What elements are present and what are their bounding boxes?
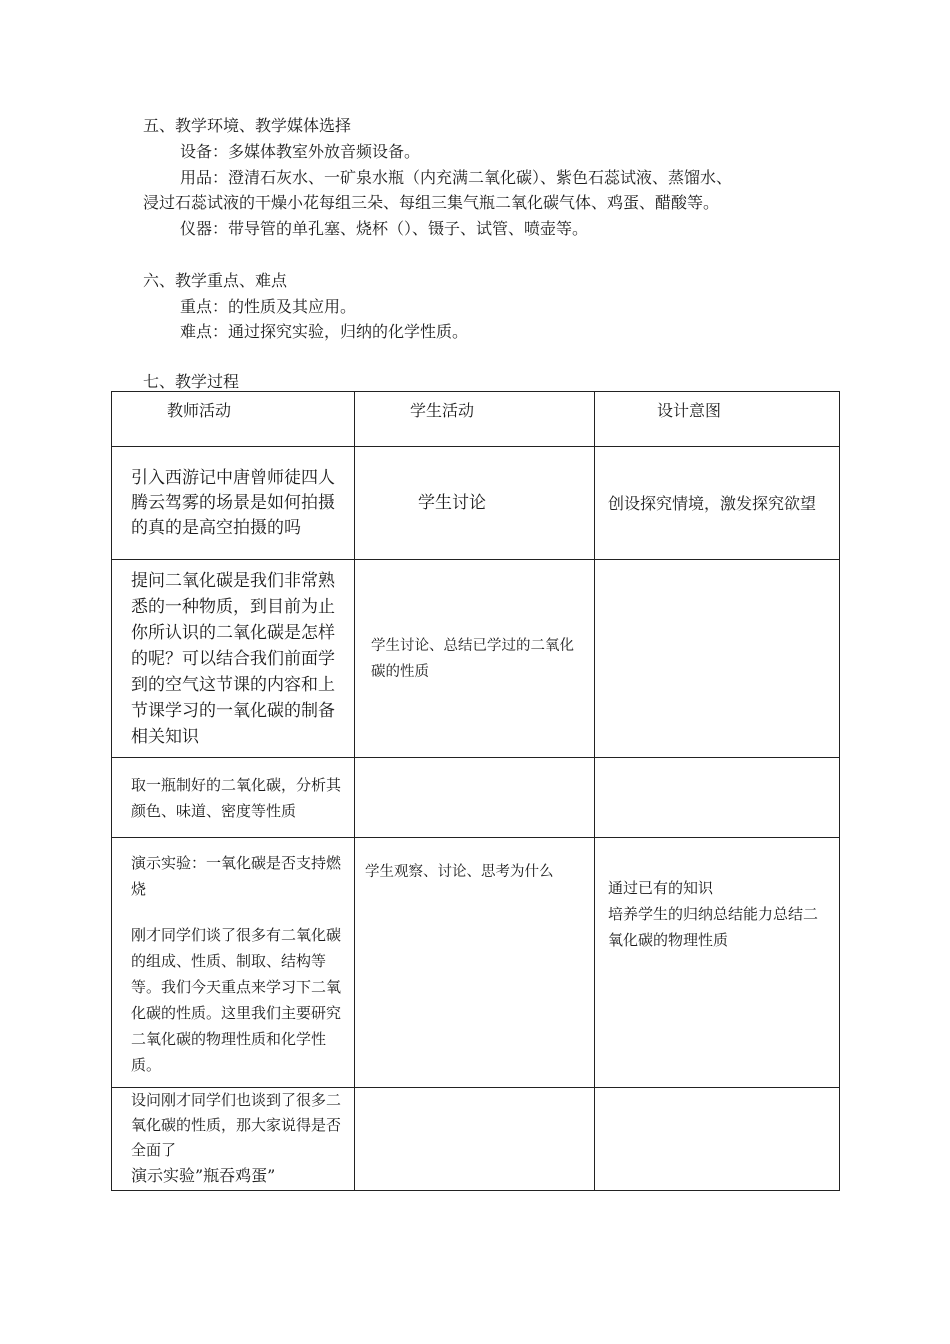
teacher-activity-text: 提问二氧化碳是我们非常熟悉的一种物质，到目前为止你所认识的二氧化碳是怎样的呢？可以结合我们前面学到的空气这节课的内容和上节课学习的一氧化碳的制备相关知识 xyxy=(131,570,335,747)
teacher-cell xyxy=(112,447,355,560)
teacher-activity-text: 取一瓶制好的二氧化碳，分析其颜色、味道、密度等性质 xyxy=(131,775,342,820)
table-row xyxy=(112,447,840,560)
table-row xyxy=(112,1088,840,1191)
intent-cell xyxy=(595,1088,840,1191)
intent-cell xyxy=(595,447,840,560)
instruments-line: 仪器：带导管的单孔塞、烧杯（）、镊子、试管、喷壶等。 xyxy=(180,219,589,238)
student-cell xyxy=(355,560,595,758)
intent-cell xyxy=(595,758,840,838)
design-intent-text-line1: 通过已有的知识 xyxy=(608,879,714,897)
teacher-activity-text-part2: 刚才同学们谈了很多有二氧化碳的组成、性质、制取、结构等等。我们今天重点来学习下二氧化碳的性质。这里我们主要研究二氧化碳的物理性质和化学性质。 xyxy=(131,926,342,1074)
header-cell xyxy=(112,392,355,447)
teaching-process-table xyxy=(111,391,840,1191)
student-activity-text: 学生讨论、总结已学过的二氧化碳的性质 xyxy=(371,637,574,680)
teacher-cell xyxy=(112,838,355,1088)
student-cell xyxy=(355,758,595,838)
student-cell xyxy=(355,1088,595,1191)
difficulty-line: 难点：通过探究实验，归纳的化学性质。 xyxy=(180,322,469,341)
design-intent-text-line2: 培养学生的归纳总结能力总结二氧化碳的物理性质 xyxy=(608,905,819,949)
table-header-row xyxy=(112,392,840,447)
intent-cell xyxy=(595,560,840,758)
section7-heading: 七、教学过程 xyxy=(143,372,240,391)
teacher-activity-text-part1: 演示实验：一氧化碳是否支持燃烧 xyxy=(131,854,342,898)
supplies-line-1: 用品：澄清石灰水、一矿泉水瓶（内充满二氧化碳）、紫色石蕊试液、蒸馏水、 xyxy=(180,168,733,187)
student-activity-text: 学生讨论 xyxy=(418,492,486,513)
design-intent-text: 创设探究情境，激发探究欲望 xyxy=(608,493,817,513)
supplies-line-2: 浸过石蕊试液的干燥小花每组三朵、每组三集气瓶二氧化碳气体、鸡蛋、醋酸等。 xyxy=(143,193,720,212)
section6-heading: 六、教学重点、难点 xyxy=(143,271,288,290)
section5-heading: 五、教学环境、教学媒体选择 xyxy=(143,116,352,135)
table-row xyxy=(112,838,840,1088)
key-point-line: 重点：的性质及其应用。 xyxy=(180,297,357,316)
header-teacher-activity: 教师活动 xyxy=(167,401,232,420)
student-activity-text: 学生观察、讨论、思考为什么 xyxy=(365,864,554,880)
teacher-activity-text-line2: 演示实验”瓶吞鸡蛋” xyxy=(131,1166,276,1185)
student-cell xyxy=(355,447,595,560)
table-row xyxy=(112,758,840,838)
header-student-activity: 学生活动 xyxy=(410,401,475,420)
table-row xyxy=(112,560,840,758)
teacher-activity-text-line1: 设问刚才同学们也谈到了很多二氧化碳的性质，那大家说得是否全面了 xyxy=(131,1091,342,1159)
header-cell xyxy=(595,392,840,447)
teacher-activity-text: 引入西游记中唐曾师徒四人腾云驾雾的场景是如何拍摄的真的是高空拍摄的吗 xyxy=(131,467,335,538)
header-design-intent: 设计意图 xyxy=(657,401,722,420)
student-cell xyxy=(355,838,595,1088)
intent-cell xyxy=(595,838,840,1088)
teacher-cell xyxy=(112,560,355,758)
equipment-line: 设备：多媒体教室外放音频设备。 xyxy=(180,142,421,161)
header-cell xyxy=(355,392,595,447)
teacher-cell xyxy=(112,758,355,838)
teacher-cell xyxy=(112,1088,355,1191)
